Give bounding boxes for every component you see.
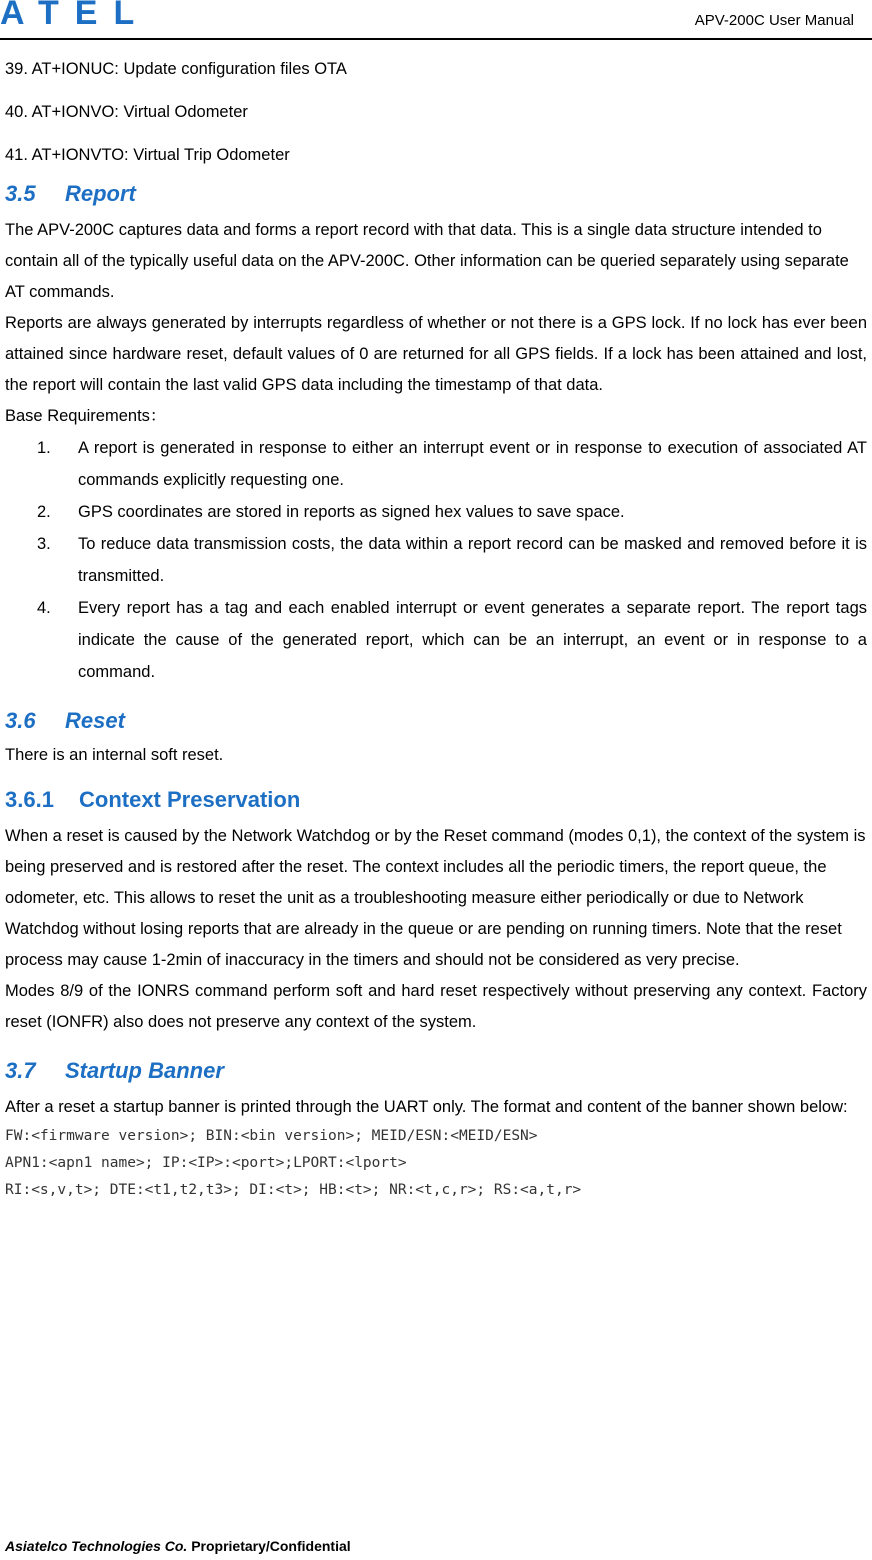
- manual-title: APV-200C User Manual: [694, 12, 854, 29]
- section-number: 3.5: [5, 181, 36, 206]
- page-content: [5, 56, 867, 1204]
- page-header: [0, 0, 872, 40]
- command-item: 39. AT+IONUC: Update configuration files OTA: [5, 60, 347, 78]
- requirements-list: [5, 432, 867, 688]
- section-number: 3.6.1: [5, 787, 54, 812]
- context-paragraph: When a reset is caused by the Network Watchdog or by the Reset command (modes 0,1), the context of the system is being preserved and is restored after the reset. The context includes all the periodic timers, the report queue, the odometer, etc. This allows to reset the unit as a troubleshooting measure either periodically or due to Network Watchdog without losing reports that are already in the queue or are pending on running timers. Note that the reset process may cause 1-2min of inaccuracy in the timers and should not be considered as very precise.: [5, 827, 866, 969]
- section-heading-report: [5, 179, 867, 209]
- report-paragraph: Reports are always generated by interrupts regardless of whether or not there is a GPS lock. If no lock has ever been attained since hardware reset, default values of 0 are returned for all GPS fields. If a lock has been attained and lost, the report will contain the last valid GPS data including the timestamp of that data.: [5, 314, 867, 394]
- section-number: 3.6: [5, 708, 36, 733]
- section-title: Reset: [65, 708, 125, 733]
- base-requirements-label: Base Requirements：: [5, 407, 167, 425]
- list-item: 1. A report is generated in response to either an interrupt event or in response to execution of associated AT commands explicitly requesting one.: [37, 439, 867, 489]
- section-heading-reset: [5, 706, 867, 736]
- code-line: APN1:<apn1 name>; IP:<IP>:<port>;LPORT:<lport>: [5, 1155, 407, 1171]
- section-title: Report: [65, 181, 136, 206]
- command-item: 40. AT+IONVO: Virtual Odometer: [5, 103, 248, 121]
- code-line: FW:<firmware version>; BIN:<bin version>; MEID/ESN:<MEID/ESN>: [5, 1128, 538, 1144]
- section-title: Context Preservation: [79, 787, 301, 812]
- reset-text: There is an internal soft reset.: [5, 746, 224, 764]
- context-paragraph: Modes 8/9 of the IONRS command perform soft and hard reset respectively without preserving any context. Factory reset (IONFR) also does not preserve any context of the system.: [5, 982, 867, 1031]
- section-number: 3.7: [5, 1058, 36, 1083]
- section-title: Startup Banner: [65, 1058, 224, 1083]
- banner-text: After a reset a startup banner is printed through the UART only. The format and content of the banner shown below:: [5, 1098, 848, 1116]
- list-item: 3. To reduce data transmission costs, the data within a report record can be masked and removed before it is transmitted.: [37, 535, 867, 585]
- page-footer: [5, 1538, 351, 1554]
- confidential-label: Proprietary/Confidential: [191, 1538, 351, 1554]
- company-name: Asiatelco Technologies Co.: [5, 1538, 188, 1554]
- list-item: 4. Every report has a tag and each enabled interrupt or event generates a separate report. The report tags indicate the cause of the generated report, which can be an interrupt, an event or in response to a command.: [37, 599, 867, 681]
- section-heading-banner: [5, 1056, 867, 1086]
- code-line: RI:<s,v,t>; DTE:<t1,t2,t3>; DI:<t>; HB:<t>; NR:<t,c,r>; RS:<a,t,r>: [5, 1182, 582, 1198]
- command-item: 41. AT+IONVTO: Virtual Trip Odometer: [5, 146, 290, 164]
- section-heading-context: [5, 785, 867, 815]
- list-item: 2. GPS coordinates are stored in reports as signed hex values to save space.: [37, 503, 625, 521]
- atel-logo: ATEL: [0, 0, 151, 32]
- report-intro: The APV-200C captures data and forms a report record with that data. This is a single data structure intended to contain all of the typically useful data on the APV-200C. Other information can be queried separately using separate AT commands.: [5, 221, 849, 301]
